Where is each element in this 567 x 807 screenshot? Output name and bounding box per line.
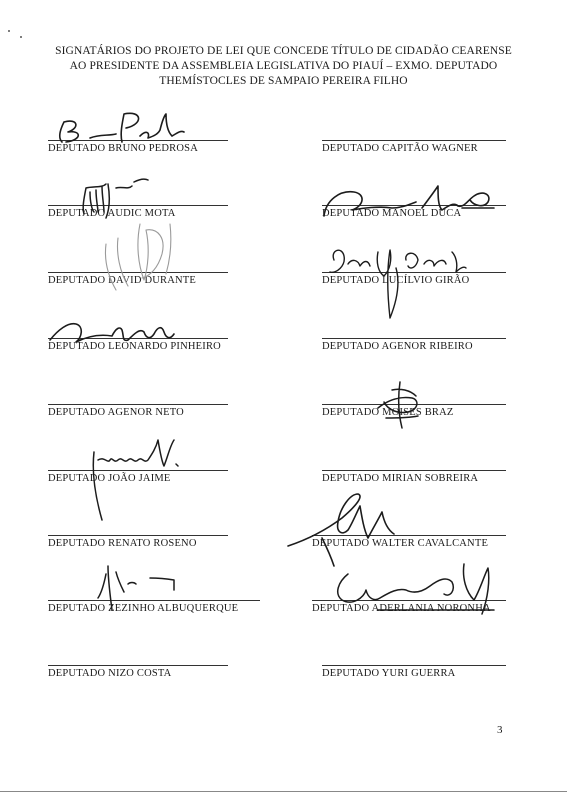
signature-line	[322, 470, 506, 471]
document-heading	[40, 44, 527, 89]
signatory-name: DEPUTADO MANOEL DUCA	[322, 208, 462, 219]
signatory-name: DEPUTADO BRUNO PEDROSA	[48, 143, 198, 154]
signatory-name: DEPUTADO MIRIAN SOBREIRA	[322, 473, 479, 484]
signature-line	[48, 404, 228, 405]
signatory-name: DEPUTADO RENATO ROSENO	[48, 538, 197, 549]
signatory-name: DEPUTADO LEONARDO PINHEIRO	[48, 341, 221, 352]
signatory-name: DEPUTADO CAPITÃO WAGNER	[322, 143, 478, 154]
scan-speck	[8, 30, 10, 32]
handwritten-signature-joao-jaime	[84, 430, 194, 526]
signatory-name: DEPUTADO YURI GUERRA	[322, 668, 456, 679]
handwritten-signature-leonardo-pinheiro	[46, 314, 186, 352]
signature-line	[322, 140, 506, 141]
signatory-name: DEPUTADO ADERLANIA NORONHA	[312, 603, 491, 614]
scan-speck	[20, 36, 22, 38]
page-bottom-rule	[0, 791, 567, 792]
handwritten-signature-bruno-pedrosa	[50, 108, 190, 148]
signatory-name: DEPUTADO JOÃO JAIME	[48, 473, 171, 484]
signatory-name: DEPUTADO ZEZINHO ALBUQUERQUE	[48, 603, 239, 614]
handwritten-signature-david-durante	[86, 214, 186, 294]
signatory-name: DEPUTADO AGENOR RIBEIRO	[322, 341, 473, 352]
signature-line	[322, 338, 506, 339]
handwritten-signature-aderlania-noronha	[318, 554, 508, 620]
handwritten-signature-lucilvio-girao	[320, 238, 470, 322]
heading-line-1: SIGNATÁRIOS DO PROJETO DE LEI QUE CONCEDE TÍTULO DE CIDADÃO CEARENSE	[55, 45, 512, 57]
signatory-name: DEPUTADO MOISES BRAZ	[322, 407, 454, 418]
heading-line-3: THEMÍSTOCLES DE SAMPAIO PEREIRA FILHO	[159, 75, 408, 87]
signatory-name: DEPUTADO WALTER CAVALCANTE	[312, 538, 489, 549]
page-number: 3	[497, 724, 503, 736]
handwritten-signature-moises-braz	[370, 378, 430, 436]
signatory-name: DEPUTADO DAVID DURANTE	[48, 275, 197, 286]
signature-line	[322, 665, 506, 666]
handwritten-signature-zezinho-albuquerque	[88, 560, 188, 614]
signatory-name: DEPUTADO NIZO COSTA	[48, 668, 172, 679]
handwritten-signature-manoel-duca	[318, 178, 508, 228]
signatory-name: DEPUTADO AGENOR NETO	[48, 407, 184, 418]
heading-line-2: AO PRESIDENTE DA ASSEMBLEIA LEGISLATIVA DO PIAUÍ – EXMO. DEPUTADO	[69, 60, 498, 72]
signatory-name: DEPUTADO LUCÍLVIO GIRÃO	[322, 275, 470, 286]
signature-line	[48, 665, 228, 666]
signatory-name: DEPUTADO AUDIC MOTA	[48, 208, 176, 219]
signature-line	[48, 535, 228, 536]
